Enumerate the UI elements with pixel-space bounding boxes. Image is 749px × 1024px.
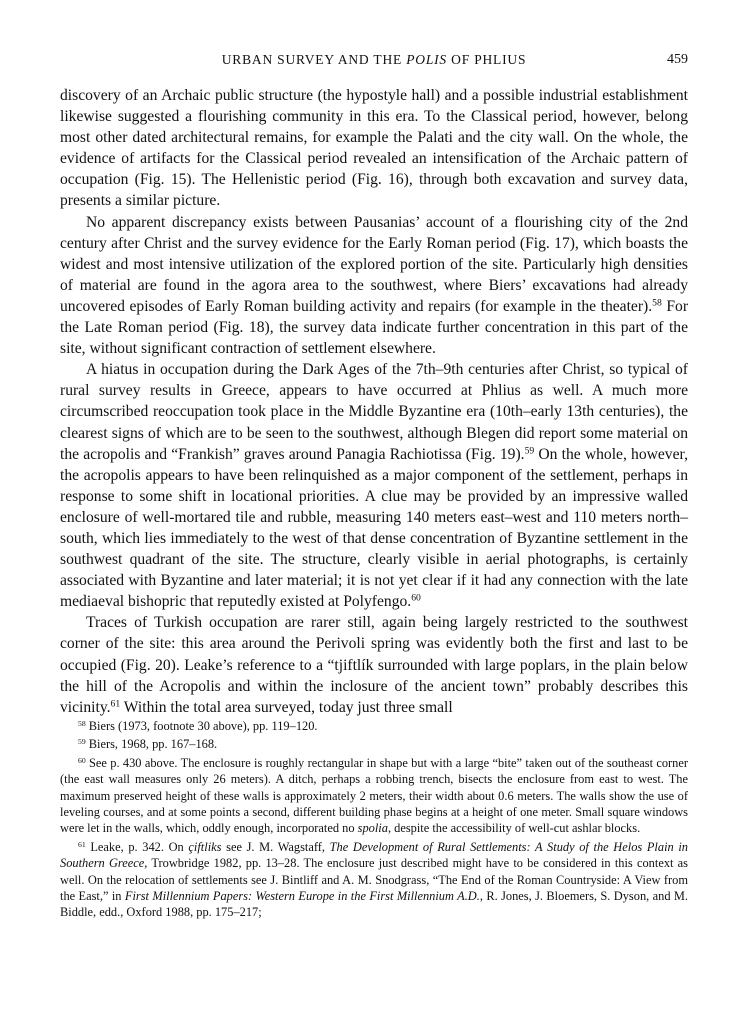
footnote-ref-59: 59 <box>524 445 535 457</box>
body-text <box>60 85 688 718</box>
paragraph-text: On the whole, however, the acropolis appears to have been relinquished as a major component of the settlement, perhaps in response to some shift in locational priorities. A clue may be provided by an impressive walled enclosure of well-mortared tile and rubble, measuring 140 meters east–west and 110 meters north–south, which lies immediately to the west of that dense concentration of Byzantine settlement in the southwest quadrant of the site. The structure, clearly visible in aerial photographs, is certainly associated with Byzantine and later material; it is not yet clear if it had any connection with the late mediaeval bishopric that reputedly existed at Polyfengo. <box>60 445 688 611</box>
paragraph-text: Within the total area surveyed, today just three small <box>120 698 453 716</box>
footnote-text: Leake, p. 342. On <box>85 839 189 854</box>
paragraph-3 <box>60 359 688 612</box>
footnote-text: , Trowbridge 1982, pp. 13–28. The enclosure just described might have to be considered in this context as well. On the relocation of settlements see J. Bintliff and A. M. Snodgrass, “The End of the Roman Countryside: A View from the East,” in <box>60 856 688 904</box>
footnote-number: 59 <box>78 737 86 747</box>
footnote-number: 60 <box>78 755 86 765</box>
paragraph-text: A hiatus in occupation during the Dark Ages of the 7th–9th centuries after Christ, so typical of rural survey results in Greece, appears to have occurred at Phlius as well. A much more circumscribed reoccupation took place in the Middle Byzantine era (10th–early 13th centuries), the clearest signs of which are to be seen to the southwest, although Blegen did report some material on the acropolis and “Frankish” graves around Panagia Rachiotissa (Fig. 19). <box>60 361 688 463</box>
running-title-part: URBAN SURVEY AND THE <box>221 52 407 67</box>
footnote-ref-61: 61 <box>110 698 121 710</box>
footnote-ref-58: 58 <box>652 297 662 309</box>
paragraph-text: No apparent discrepancy exists between Pausanias’ account of a flourishing city of the 2nd century after Christ and the survey evidence for the Early Roman period (Fig. 17), which boasts the widest and most intensive utilization of the explored portion of the site. Particularly high densities of material are found in the agora area to the southwest, where Biers’ excavations had already uncovered episodes of Early Roman building activity and repairs (for example in the theater). <box>60 213 688 315</box>
footnote-text: See p. 430 above. The enclosure is roughly rectangular in shape but with a large “bite” taken out of the southeast corner (the east wall measures only 26 meters). A ditch, perhaps a robbing trench, bisects the enclosure from east to west. The maximum preserved height of these walls is approximately 2 meters, their width about 0.6 meters. The walls show the use of leveling courses, and at some points a second, different building phase begins at a height of one meter. Small square windows were let in the walls, which, oddly enough, incorporated no <box>60 755 688 836</box>
paragraph-2 <box>60 212 688 360</box>
paragraph-1 <box>60 85 688 212</box>
running-title-italic: POLIS <box>406 52 447 67</box>
paragraph-text: discovery of an Archaic public structure (the hypostyle hall) and a possible industrial establishment likewise suggested a flourishing community in this era. To the Classical period, however, belong most other dated architectural remains, for example the Palati and the city wall. On the whole, the evidence of artifacts for the Classical period revealed an intensification of the Archaic pattern of occupation (Fig. 15). The Hellenistic period (Fig. 16), through both excavation and survey data, presents a similar picture. <box>60 87 688 210</box>
running-title <box>60 52 688 68</box>
footnote-text: Biers, 1968, pp. 167–168. <box>85 737 218 752</box>
footnote-59 <box>60 736 688 752</box>
footnote-61 <box>60 839 688 921</box>
footnote-text: , R. Jones, J. Bloemers, S. Dyson, and M. Biddle, edd., Oxford 1988, pp. 175–217; <box>60 889 689 920</box>
footnote-60 <box>60 755 688 837</box>
page-number: 459 <box>667 52 688 67</box>
footnote-text: , despite the accessibility of well-cut ashlar blocks. <box>387 821 641 836</box>
footnote-number: 61 <box>78 839 86 849</box>
running-title-part: OF PHLIUS <box>446 52 527 67</box>
footnote-italic: spolia <box>357 821 388 836</box>
paragraph-4 <box>60 612 688 717</box>
footnotes <box>60 718 688 921</box>
running-header <box>60 52 688 72</box>
footnote-italic: The Development of Rural Settlements: A Study of the Helos Plain in Southern Greece <box>60 839 689 871</box>
paragraph-text: Traces of Turkish occupation are rarer still, again being largely restricted to the southwest corner of the site: this area around the Perivoli spring was evidently both the first and last to be occupied (Fig. 20). Leake’s reference to a “tjiftlík surrounded with large poplars, in the plain below the hill of the Acropolis and within the inclosure of the ancient town” probably describes this vicinity. <box>60 614 688 716</box>
footnote-ref-60: 60 <box>411 592 421 604</box>
footnote-italic: çiftliks <box>188 839 222 854</box>
paragraph-text: For the Late Roman period (Fig. 18), the survey data indicate further concentration in this part of the site, without significant contraction of settlement elsewhere. <box>60 297 689 358</box>
footnote-number: 58 <box>78 718 86 728</box>
footnote-text: Biers (1973, footnote 30 above), pp. 119–120. <box>85 719 318 733</box>
footnote-58 <box>60 718 688 734</box>
footnote-italic: First Millennium Papers: Western Europe in the First Millennium A.D. <box>124 889 480 904</box>
footnote-text: see J. M. Wagstaff, <box>221 839 330 854</box>
